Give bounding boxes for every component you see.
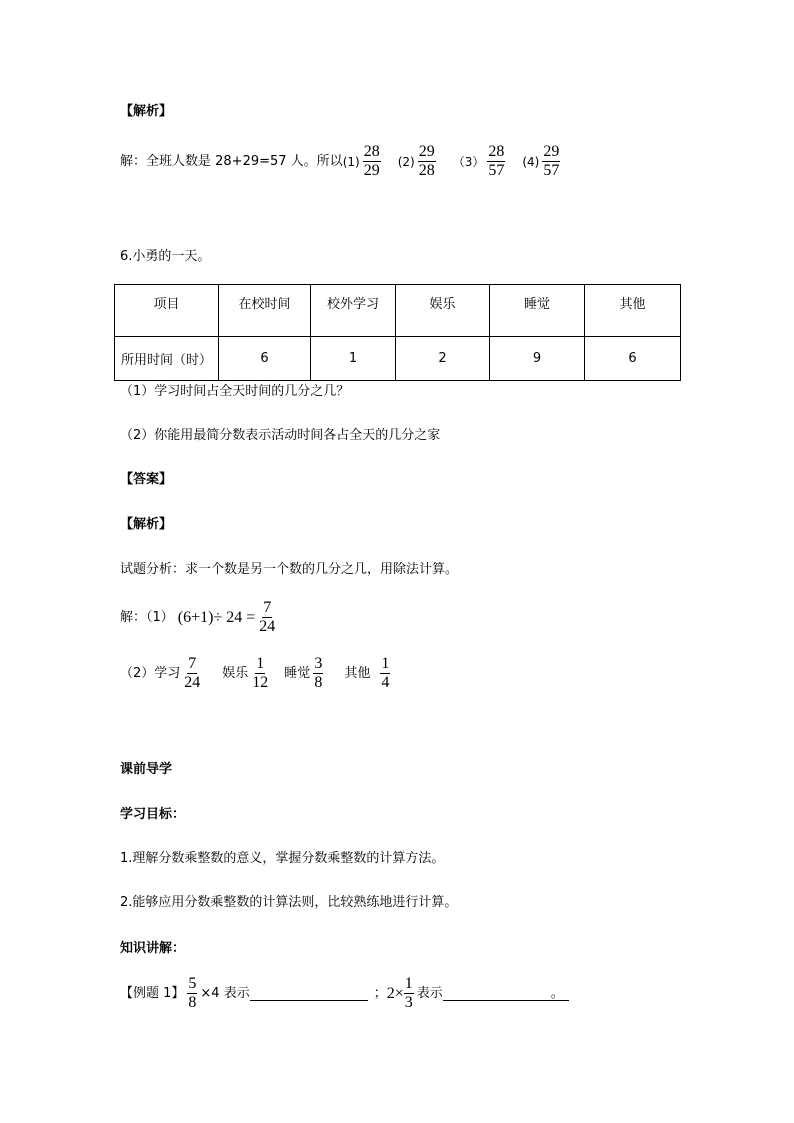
daily-time-table: [114, 284, 681, 381]
table-cell: 9: [490, 337, 585, 381]
learning-goal-2: 2.能够应用分数乘整数的计算法则，比较熟练地进行计算。: [120, 895, 458, 910]
question-6-title: 6.小勇的一天。: [120, 249, 211, 264]
analysis-text: 试题分析：求一个数是另一个数的几分之几，用除法计算。: [120, 562, 459, 577]
table-cell: 娱乐: [396, 285, 490, 337]
table-cell: 项目: [115, 285, 219, 337]
fraction-entertainment: $\frac{1}{12}$: [252, 655, 269, 691]
table-cell: 6: [585, 337, 681, 381]
solution-part-1: [120, 599, 279, 636]
table-cell: 校外学习: [311, 285, 396, 337]
fraction-other: $\frac{1}{4}$: [381, 655, 390, 691]
table-header-row: [115, 285, 681, 337]
question-6-part-1: （1）学习时间占全天时间的几分之几？: [120, 384, 350, 399]
end-mark: 。: [551, 986, 569, 1001]
answer-blank-1[interactable]: [250, 986, 368, 1001]
analysis-heading-1: 【解析】: [120, 104, 173, 119]
question-6-part-2: （2）你能用最简分数表示活动时间各占全天的几分之家: [120, 428, 441, 443]
preview-heading: 课前导学: [120, 762, 173, 777]
table-cell: 睡觉: [490, 285, 585, 337]
fraction-1-3: $\frac{1}{3}$: [404, 975, 413, 1011]
table-cell: 2: [396, 337, 490, 381]
answer-label-1: (1): [342, 154, 360, 169]
table-cell: 6: [219, 337, 311, 381]
answer-heading: 【答案】: [120, 472, 173, 487]
example-1-label: 【例题 1】: [120, 985, 185, 1001]
table-cell: 在校时间: [219, 285, 311, 337]
learning-goal-1: 1.理解分数乘整数的意义，掌握分数乘整数的计算方法。: [120, 851, 445, 866]
learning-goals-heading: 学习目标：: [120, 807, 186, 822]
analysis-heading-2: 【解析】: [120, 517, 173, 532]
label-other: 其他: [344, 665, 371, 681]
answer-blank-2[interactable]: [443, 986, 551, 1001]
fraction-29-28: $\frac{29}{28}$: [418, 143, 435, 179]
solution-line-1: [120, 143, 563, 180]
example-1-line: [120, 975, 569, 1012]
table-cell: 1: [311, 337, 396, 381]
separator: ；: [373, 985, 387, 1001]
example-1-expression-b: 2×: [386, 984, 404, 1002]
answer-label-4: (4): [522, 154, 540, 169]
fraction-sleep: $\frac{3}{8}$: [314, 655, 323, 691]
solution-1-prefix: 解：（1）: [120, 609, 174, 625]
knowledge-heading: 知识讲解：: [120, 941, 186, 956]
table-cell: 其他: [585, 285, 681, 337]
example-1-text-a: ×4 表示: [200, 985, 250, 1001]
solution-1-expression: (6+1)÷ 24 =: [177, 608, 256, 626]
answer-label-2: (2): [397, 154, 415, 169]
fraction-7-24: $\frac{7}{24}$: [259, 599, 276, 635]
table-row: [115, 337, 681, 381]
solution-2-prefix: （2）学习: [120, 665, 181, 681]
fraction-29-57: $\frac{29}{57}$: [543, 143, 560, 179]
answer-label-3: （3）: [452, 154, 485, 169]
fraction-5-8: $\frac{5}{8}$: [188, 975, 197, 1011]
label-sleep: 睡觉: [284, 665, 311, 681]
fraction-28-29: $\frac{28}{29}$: [363, 143, 380, 179]
table-row-label: 所用时间（时）: [115, 337, 219, 381]
label-entertainment: 娱乐: [222, 665, 249, 681]
fraction-28-57: $\frac{28}{57}$: [488, 143, 505, 179]
solution-prefix: 解：全班人数是 28+29=57 人。所以: [120, 153, 343, 169]
solution-part-2: [120, 655, 393, 692]
example-1-text-b: 表示: [416, 985, 443, 1001]
fraction-study: $\frac{7}{24}$: [184, 655, 201, 691]
